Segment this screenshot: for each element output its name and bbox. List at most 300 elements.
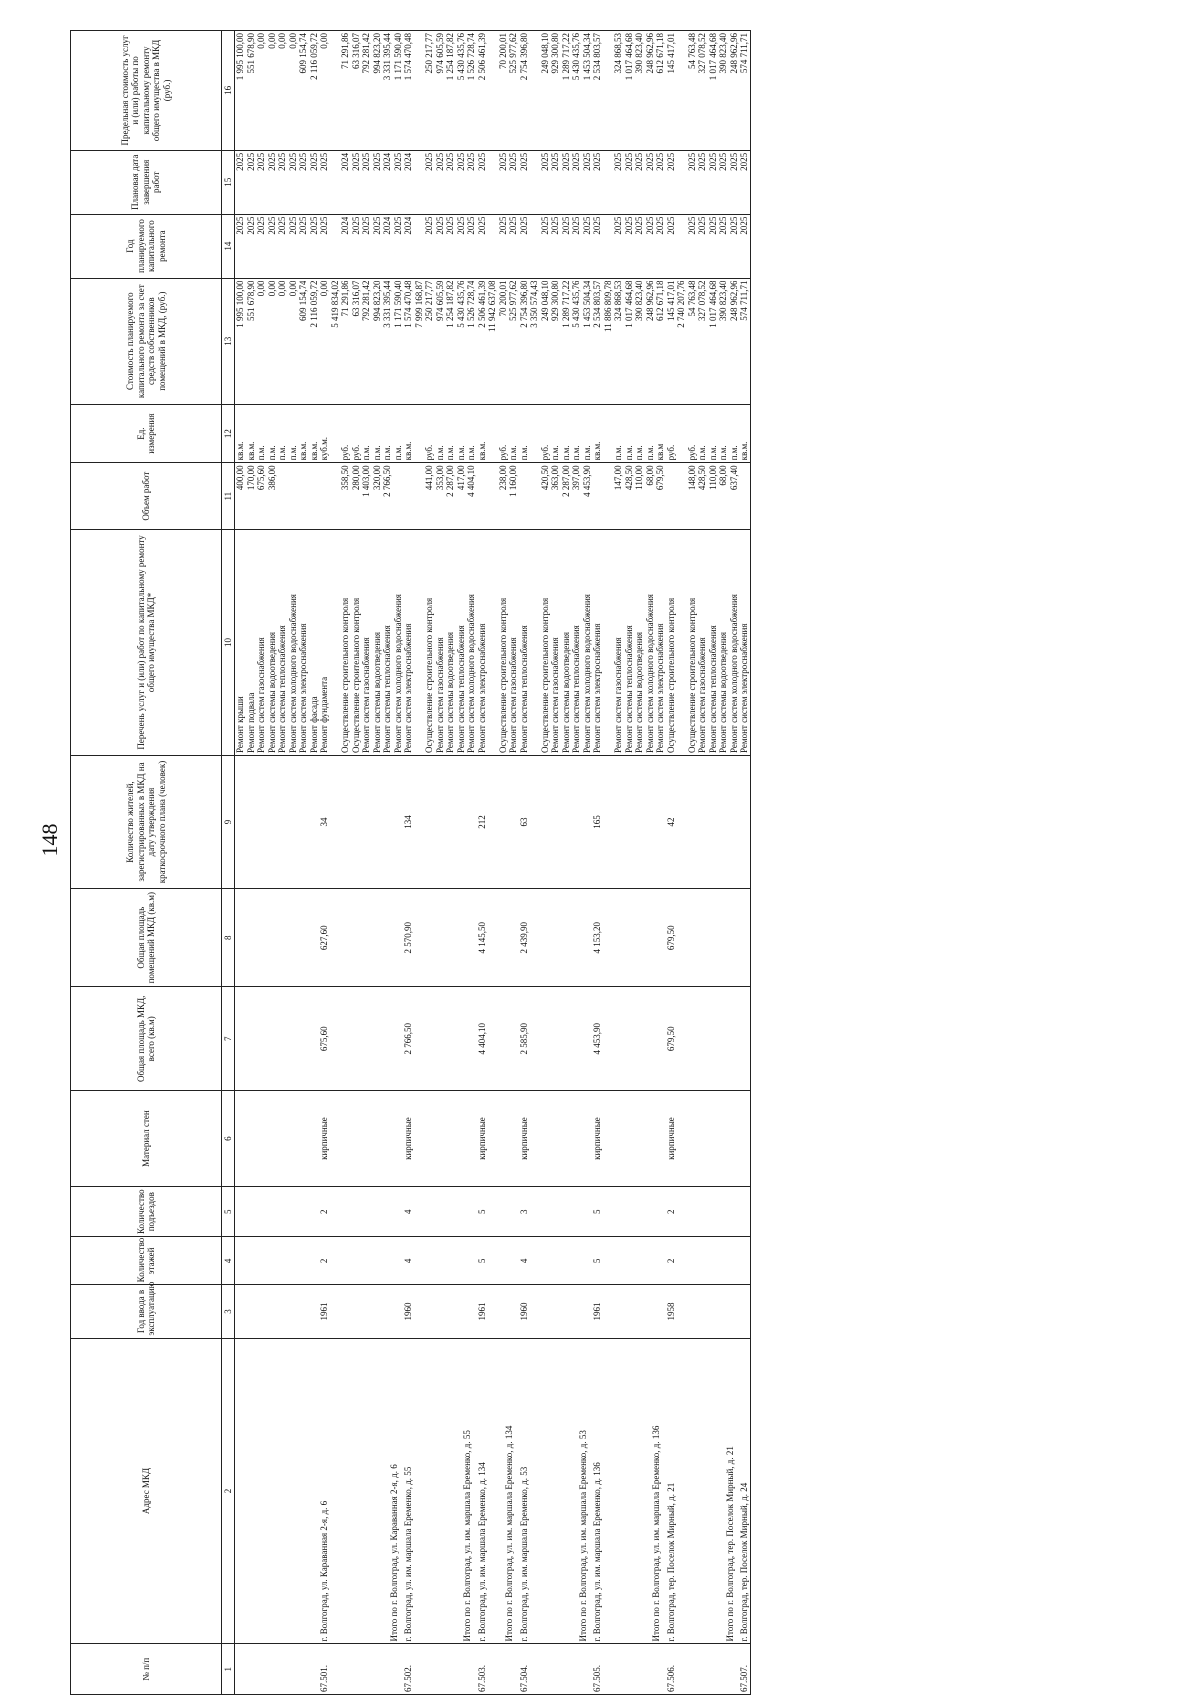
work-year: 2025 (277, 216, 287, 235)
work-name: Осуществление строительного контроля (665, 597, 676, 753)
work-end-date: 2025 (361, 152, 371, 171)
work-cost: 248 962,96 (644, 280, 655, 322)
address: г. Волгоград, ул. им. маршала Еременко, д. 55 (403, 1466, 413, 1642)
rooms-area-cell (603, 889, 677, 987)
work-end-date: 2025 (539, 152, 550, 171)
column-header: Объем работ (71, 463, 222, 530)
work-name-cell (676, 529, 750, 755)
work-unit: п.м. (382, 445, 392, 461)
work-limit: 5 430 435,76 (455, 33, 466, 81)
work-name-cell (529, 529, 603, 755)
spacer (676, 532, 687, 753)
work-end-date: 2025 (256, 152, 266, 171)
work-unit: п.м. (466, 445, 476, 461)
entrances-cell (330, 1186, 414, 1237)
residents-count-cell (414, 756, 488, 889)
work-limit-cell (676, 31, 750, 151)
work-name: Ремонт подвала (245, 692, 256, 753)
work-end-date: 2025 (287, 152, 298, 171)
work-cost: 0,00 (266, 280, 277, 297)
spacer (414, 217, 425, 276)
spacer (414, 532, 425, 753)
work-volume-cell (603, 463, 677, 530)
work-year: 2024 (340, 216, 350, 235)
year-built: 1961 (592, 1302, 602, 1321)
residents-count: 165 (592, 815, 602, 829)
entrances: 5 (476, 1209, 487, 1214)
work-volume: 148,00 (686, 465, 697, 491)
work-limit: 324 868,53 (613, 33, 623, 74)
work-volume: 1 160,00 (508, 465, 518, 497)
work-volume: 68,00 (718, 465, 728, 486)
work-year: 2025 (550, 216, 560, 235)
work-cost: 5 430 435,76 (455, 280, 466, 328)
entrances: 5 (592, 1209, 602, 1214)
work-cost: 248 962,96 (728, 280, 739, 322)
total-area-cell (330, 987, 414, 1091)
total-label: Итого по г. Волгоград, ул. им. маршала Еременко, д. 134 (504, 1425, 514, 1642)
work-cost: 145 417,01 (665, 280, 676, 322)
work-volume: 2 287,00 (445, 465, 455, 497)
work-name: Осуществление строительного контроля (340, 597, 350, 753)
work-end-date: 2025 (665, 152, 676, 171)
entrances-cell (603, 1186, 677, 1237)
address: г. Волгоград, ул. им. маршала Еременко, д. 53 (518, 1466, 529, 1642)
work-year: 2025 (287, 216, 298, 235)
entrances-cell (487, 1186, 529, 1237)
work-limit: 250 217,77 (424, 33, 434, 74)
floors: 2 (665, 1258, 676, 1264)
work-year: 2025 (581, 216, 592, 235)
total-label: Итого по г. Волгоград, ул. им. маршала Еременко, д. 136 (651, 1425, 661, 1642)
work-year: 2025 (434, 216, 445, 235)
work-year: 2025 (298, 216, 308, 235)
work-volume: 1 403,00 (361, 465, 371, 497)
work-name: Ремонт систем газоснабжения (550, 637, 560, 753)
work-year: 2025 (613, 216, 623, 235)
work-year: 2025 (686, 216, 697, 235)
work-year-cell (330, 214, 414, 278)
work-year: 2025 (508, 216, 518, 235)
work-volume-cell (235, 463, 330, 530)
work-unit: руб. (424, 444, 434, 461)
spacer (487, 532, 498, 753)
work-volume-cell (529, 463, 603, 530)
work-name: Ремонт систем газоснабжения (697, 637, 707, 753)
work-volume: 2 287,00 (560, 465, 571, 497)
work-limit: 525 977,62 (508, 33, 518, 74)
rooms-area-cell (529, 889, 603, 987)
work-end-date: 2025 (592, 152, 602, 171)
work-name-cell (603, 529, 677, 755)
row-number-cell (487, 1644, 529, 1695)
floors: 2 (319, 1258, 329, 1264)
work-cost: 54 763,48 (686, 280, 697, 317)
work-cost: 574 711,71 (739, 280, 749, 321)
row-number: 67.507. (739, 1665, 749, 1692)
work-name: Ремонт систем холодного водоснабжения (581, 594, 592, 753)
work-name: Ремонт системы водоотведения (445, 631, 455, 753)
work-unit: кв.м. (298, 441, 308, 461)
work-name: Ремонт систем газоснабжения (613, 637, 623, 753)
row-number: 67.505. (592, 1665, 602, 1692)
work-end-date: 2025 (350, 152, 361, 171)
work-year: 2025 (665, 216, 676, 235)
work-cost: 1 254 187,82 (445, 280, 455, 328)
work-end-date: 2025 (644, 152, 655, 171)
work-limit: 1 254 187,82 (445, 33, 455, 81)
work-unit: п.м. (718, 445, 728, 461)
work-limit-cell (235, 31, 330, 151)
entrances: 4 (403, 1209, 413, 1214)
work-unit: п.м. (392, 445, 403, 461)
spacer (330, 33, 341, 148)
wall-material: кирпичные (518, 1117, 529, 1160)
work-unit: п.м. (728, 445, 739, 461)
residents-count-cell (676, 756, 750, 889)
work-unit-cell (676, 404, 750, 463)
entrances-cell (529, 1186, 603, 1237)
work-unit-cell (414, 404, 488, 463)
floors-cell (676, 1237, 750, 1285)
work-year: 2025 (319, 216, 329, 235)
spacer (330, 153, 341, 212)
work-cost: 609 154,74 (298, 280, 308, 322)
total-area-cell (487, 987, 529, 1091)
column-header: Материал стен (71, 1091, 222, 1187)
work-name: Ремонт систем электроснабжения (298, 623, 308, 753)
work-cost: 327 078,52 (697, 280, 707, 322)
work-end-date: 2025 (739, 152, 749, 171)
spacer (330, 532, 341, 753)
column-number: 14 (222, 214, 235, 278)
spacer (330, 465, 341, 527)
header-row (71, 31, 222, 1695)
work-unit: руб. (350, 444, 361, 461)
work-name: Осуществление строительного контроля (350, 597, 361, 753)
work-volume: 280,00 (350, 465, 361, 491)
row-number-cell (529, 1644, 603, 1695)
work-unit: п.м. (550, 445, 560, 461)
spacer (414, 407, 425, 461)
work-volume: 397,00 (571, 465, 581, 491)
work-year: 2025 (728, 216, 739, 235)
wall-material-cell (414, 1091, 488, 1187)
column-header: Год планируемого капитального ремонта (71, 214, 222, 278)
work-name: Ремонт системы теплоснабжения (571, 625, 581, 753)
entrances: 2 (319, 1209, 329, 1214)
column-header: Количество жителей, зарегистрированных в МКД на дату утверждения краткосрочного плана (человек) (71, 756, 222, 889)
year-built-cell (603, 1285, 677, 1338)
address-cell (603, 1338, 677, 1644)
work-volume: 147,00 (613, 465, 623, 491)
total-area-cell (603, 987, 677, 1091)
work-year: 2025 (245, 216, 256, 235)
spacer (529, 532, 540, 753)
work-cost: 0,00 (319, 280, 329, 297)
work-unit: кв.м. (739, 441, 749, 461)
year-built-cell (487, 1285, 529, 1338)
work-limit-cell (330, 31, 414, 151)
floors-cell (414, 1237, 488, 1285)
work-cost-cell (414, 278, 488, 404)
work-volume: 238,00 (497, 465, 508, 491)
spacer (487, 33, 498, 148)
work-limit: 0,00 (277, 33, 287, 49)
work-name: Ремонт системы водоотведения (560, 631, 571, 753)
spacer (603, 407, 614, 461)
residents-count: 34 (319, 817, 329, 827)
work-limit: 0,00 (319, 33, 329, 49)
address-cell (487, 1338, 529, 1644)
work-name: Ремонт систем холодного водоснабжения (466, 594, 476, 753)
work-limit: 612 671,18 (655, 33, 665, 74)
work-volume: 400,00 (235, 465, 245, 491)
work-end-date: 2025 (634, 152, 644, 171)
work-unit: п.м. (277, 445, 287, 461)
wall-material: кирпичные (403, 1117, 413, 1160)
work-volume: 320,00 (371, 465, 382, 491)
work-end-date: 2025 (424, 152, 434, 171)
spacer (487, 407, 498, 461)
work-end-date: 2025 (277, 152, 287, 171)
address-cell (529, 1338, 603, 1644)
work-limit: 2 534 803,57 (592, 33, 602, 81)
total-area-cell (414, 987, 488, 1091)
floors: 4 (403, 1258, 413, 1264)
floors: 5 (592, 1258, 602, 1264)
residents-count: 212 (476, 815, 487, 829)
total-label: Итого по г. Волгоград, тер. Поселок Мирный, д. 21 (724, 1446, 735, 1642)
total-area: 2 766,50 (403, 1023, 413, 1055)
work-year: 2025 (308, 216, 319, 235)
work-volume: 358,50 (340, 465, 350, 491)
work-limit: 70 200,01 (497, 33, 508, 69)
wall-material-cell (603, 1091, 677, 1187)
work-limit-cell (414, 31, 488, 151)
work-cost: 2 506 461,39 (476, 280, 487, 328)
work-cost-cell (529, 278, 603, 404)
work-end-date-cell (676, 150, 750, 214)
rotated-table-container (70, 30, 1160, 1695)
column-number: 6 (222, 1091, 235, 1187)
work-volume-cell (487, 463, 529, 530)
work-limit: 1 017 464,68 (623, 33, 634, 81)
rooms-area-cell (235, 889, 330, 987)
work-name: Ремонт системы теплоснабжения (382, 625, 392, 753)
work-name: Осуществление строительного контроля (424, 597, 434, 753)
work-name: Ремонт систем холодного водоснабжения (644, 594, 655, 753)
work-end-date-cell (529, 150, 603, 214)
work-volume-cell (676, 463, 750, 530)
work-year: 2025 (718, 216, 728, 235)
work-limit: 248 962,96 (728, 33, 739, 74)
column-header: Предельная стоимость услуг и (или) работы по капитальному ремонту общего имущества в МКД (руб.) (71, 31, 222, 151)
year-built: 1960 (403, 1302, 413, 1321)
work-unit: п.м. (371, 445, 382, 461)
column-header: Общая площадь помещений МКД (кв.м) (71, 889, 222, 987)
work-name: Ремонт крыши (235, 696, 245, 753)
work-end-date: 2024 (382, 152, 392, 171)
wall-material: кирпичные (476, 1117, 487, 1160)
work-cost: 1 171 590,40 (392, 280, 403, 328)
work-year-cell (414, 214, 488, 278)
work-volume: 386,00 (266, 465, 277, 491)
work-cost: 5 430 435,76 (571, 280, 581, 328)
wall-material-cell (529, 1091, 603, 1187)
work-name: Ремонт систем газоснабжения (256, 637, 266, 753)
column-header: Количество этажей (71, 1237, 222, 1285)
work-end-date: 2025 (655, 152, 665, 171)
work-unit: п.м. (508, 445, 518, 461)
work-end-date: 2024 (403, 152, 413, 171)
work-cost: 390 823,40 (718, 280, 728, 322)
spacer (414, 465, 425, 527)
work-year: 2025 (235, 216, 245, 235)
work-limit: 1 995 100,00 (235, 33, 245, 81)
address-cell (676, 1338, 750, 1644)
work-name: Ремонт систем газоснабжения (361, 637, 371, 753)
work-cost: 1 017 464,68 (707, 280, 718, 328)
column-number: 9 (222, 756, 235, 889)
house-block (235, 31, 330, 1695)
work-end-date-cell (235, 150, 330, 214)
work-cost: 1 526 728,74 (466, 280, 476, 328)
table-body (235, 31, 751, 1695)
work-unit: п.м. (571, 445, 581, 461)
work-end-date-cell (603, 150, 677, 214)
work-name: Ремонт систем газоснабжения (508, 637, 518, 753)
address: г. Волгоград, тер. Поселок Мирный, д. 24 (739, 1482, 749, 1642)
work-unit: кв.м. (403, 441, 413, 461)
house-block (529, 31, 603, 1695)
column-number: 11 (222, 463, 235, 530)
total-area-cell (235, 987, 330, 1091)
work-unit: кв.м. (592, 441, 602, 461)
column-header: Плановая дата завершения работ (71, 150, 222, 214)
block-total-cost: 7 999 168,87 (413, 280, 424, 328)
work-end-date: 2025 (497, 152, 508, 171)
work-name: Ремонт систем холодного водоснабжения (392, 594, 403, 753)
work-unit: кв.м. (245, 441, 256, 461)
work-cost: 249 048,10 (539, 280, 550, 322)
work-cost-cell (603, 278, 677, 404)
work-end-date: 2025 (445, 152, 455, 171)
year-built: 1958 (665, 1302, 676, 1321)
work-volume: 68,00 (644, 465, 655, 486)
address: г. Волгоград, тер. Поселок Мирный, д. 21 (665, 1482, 676, 1642)
work-cost: 63 316,07 (350, 280, 361, 317)
spacer (603, 33, 614, 148)
work-end-date: 2025 (581, 152, 592, 171)
address-cell (235, 1338, 330, 1644)
work-volume: 417,00 (455, 465, 466, 491)
work-name: Ремонт систем электроснабжения (655, 623, 665, 753)
work-volume: 675,60 (256, 465, 266, 491)
floors-cell (487, 1237, 529, 1285)
work-end-date: 2025 (623, 152, 634, 171)
work-cost: 2 754 396,80 (518, 280, 529, 328)
rooms-area-cell (676, 889, 750, 987)
work-unit: кв.м. (308, 441, 319, 461)
work-end-date: 2025 (718, 152, 728, 171)
work-name: Осуществление строительного контроля (497, 597, 508, 753)
work-limit: 2 506 461,39 (476, 33, 487, 81)
work-limit: 2 116 059,72 (308, 33, 319, 80)
work-year: 2025 (476, 216, 487, 235)
entrances: 2 (665, 1209, 676, 1214)
work-volume: 679,50 (655, 465, 665, 491)
work-year: 2025 (424, 216, 434, 235)
work-unit: руб. (686, 444, 697, 461)
work-year: 2025 (739, 216, 749, 235)
row-number: 67.504. (518, 1665, 529, 1692)
spacer (603, 217, 614, 276)
work-unit: п.м. (707, 445, 718, 461)
work-year: 2025 (539, 216, 550, 235)
header-number-row (222, 31, 235, 1695)
work-end-date-cell (414, 150, 488, 214)
row-number: 67.502. (403, 1665, 413, 1692)
work-end-date: 2024 (340, 152, 350, 171)
work-unit: кв.м. (235, 441, 245, 461)
row-number-cell (235, 1644, 330, 1695)
work-name: Осуществление строительного контроля (686, 597, 697, 753)
block-total-cost: 11 886 809,78 (602, 280, 613, 332)
row-number-cell (414, 1644, 488, 1695)
work-cost: 250 217,77 (424, 280, 434, 322)
total-area: 2 585,90 (518, 1023, 529, 1055)
house-block (603, 31, 677, 1695)
work-cost: 551 678,90 (245, 280, 256, 322)
floors-cell (235, 1237, 330, 1285)
work-unit: п.м. (287, 445, 298, 461)
work-unit: куб.м. (319, 436, 329, 461)
total-label: Итого по г. Волгоград, ул. им. маршала Еременко, д. 53 (577, 1430, 588, 1642)
wall-material: кирпичные (319, 1117, 329, 1160)
work-limit: 0,00 (266, 33, 277, 49)
work-unit-cell (603, 404, 677, 463)
work-limit: 145 417,01 (665, 33, 676, 74)
year-built: 1961 (476, 1302, 487, 1321)
work-unit: кв.м. (476, 441, 487, 461)
work-cost: 0,00 (256, 280, 266, 297)
work-volume: 637,40 (728, 465, 739, 491)
row-number: 67.506. (665, 1665, 676, 1692)
work-name: Ремонт системы водоотведения (634, 631, 644, 753)
residents-count-cell (330, 756, 414, 889)
work-end-date: 2025 (476, 152, 487, 171)
work-volume: 110,00 (634, 465, 644, 490)
entrances-cell (414, 1186, 488, 1237)
work-name-cell (330, 529, 414, 755)
rooms-area: 2 570,90 (403, 921, 413, 954)
work-name-cell (487, 529, 529, 755)
work-name: Ремонт системы водоотведения (371, 631, 382, 753)
work-unit: п.м. (644, 445, 655, 461)
work-unit: п.м. (697, 445, 707, 461)
spacer (603, 532, 614, 753)
spacer (529, 217, 540, 276)
residents-count: 134 (403, 815, 413, 829)
total-label: Итого по г. Волгоград, ул. Караванная 2-я, д. 6 (388, 1464, 399, 1642)
work-end-date-cell (330, 150, 414, 214)
work-unit: п.м. (361, 445, 371, 461)
work-limit: 249 048,10 (539, 33, 550, 74)
column-number: 2 (222, 1338, 235, 1644)
work-year: 2025 (634, 216, 644, 235)
work-year: 2025 (266, 216, 277, 235)
